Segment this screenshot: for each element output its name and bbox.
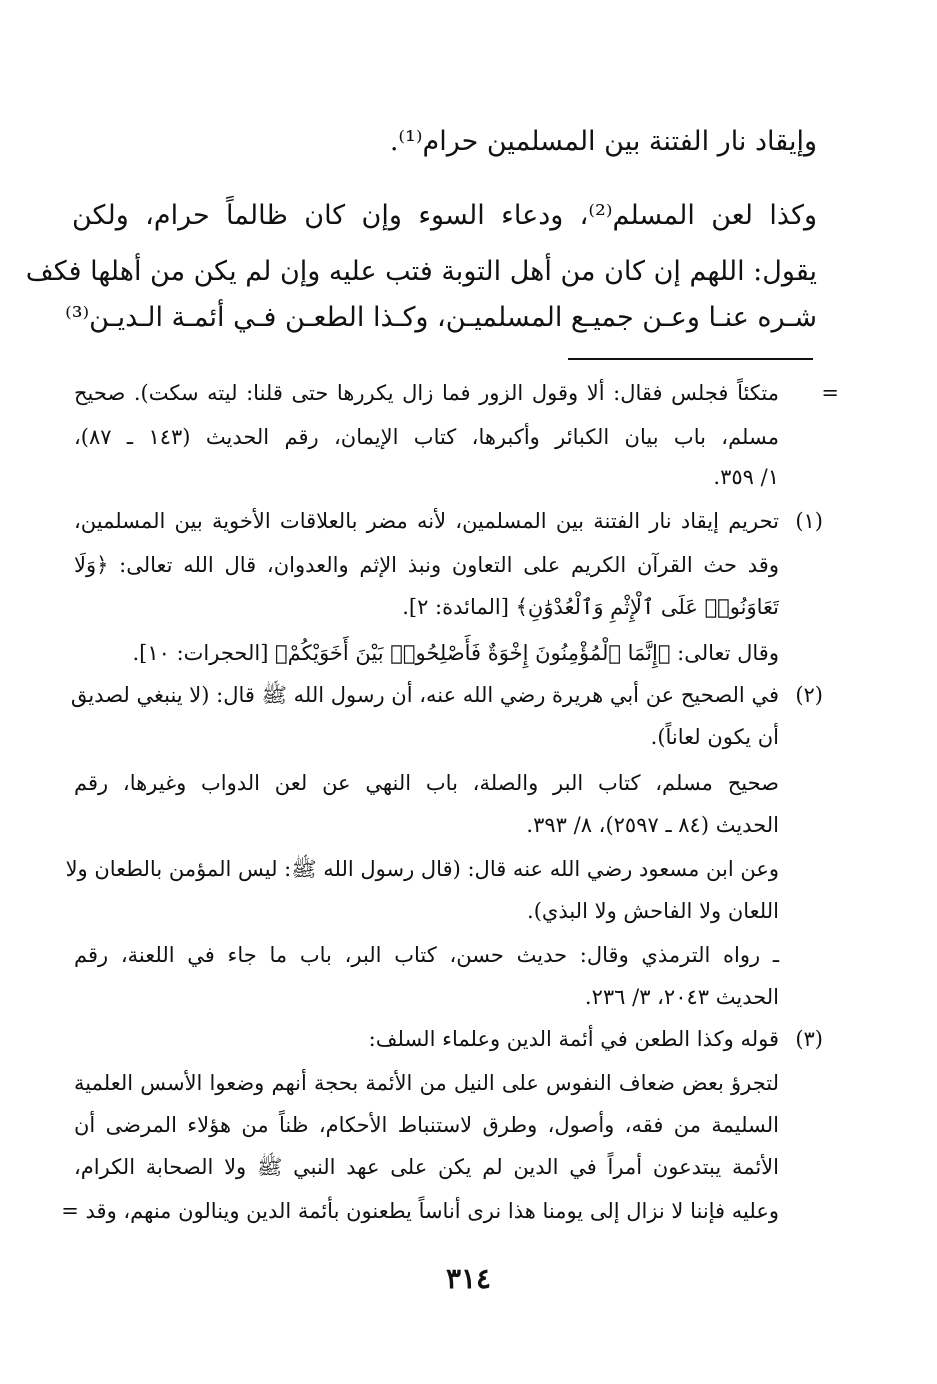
footnote-2-line-4: الحديث (٨٤ ـ ٢٥٩٧)، ٨/ ٣٩٣. <box>526 813 779 837</box>
main-text-line-4: شـره عنـا وعـن جميـع المسلميـن، وكـذا الطعـن فـي أئمـة الـديـن⁽³⁾ <box>65 302 817 333</box>
footnote-1-line-3: تَعَاوَنُوا۟ عَلَى ٱلْإِثْمِ وَٱلْعُدْوَٰنِ﴾ [المائدة: ٢]. <box>402 595 779 619</box>
footnote-3-line-5: وعليه فإننا لا نزال إلى يومنا هذا نرى أناساً يطعنون بأئمة الدين وينالون منهم، وقد = <box>61 1199 779 1223</box>
footnote-2-marker: (٢) <box>795 683 823 707</box>
footnote-3-line-3: السليمة من فقه، وأصول، وطرق لاستنباط الأحكام، ظناً من هؤلاء المرضى أن <box>74 1113 779 1137</box>
continuation-marker: = <box>821 381 839 405</box>
footnote-continuation-line-1: متكئاً فجلس فقال: ألا وقول الزور فما زال يكررها حتى قلنا: ليته سكت). صحيح <box>74 381 779 405</box>
main-text-line-3: يقول: اللهم إن كان من أهل التوبة فتب عليه وإن لم يكن من أهلها فكف <box>25 256 817 287</box>
footnote-1-marker: (١) <box>795 509 823 533</box>
footnote-2-line-7: ـ رواه الترمذي وقال: حديث حسن، كتاب البر، باب ما جاء في اللعنة، رقم <box>74 943 779 967</box>
footnote-continuation-line-2: مسلم، باب بيان الكبائر وأكبرها، كتاب الإيمان، رقم الحديث (١٤٣ ـ ٨٧)، <box>74 425 779 449</box>
footnote-1-line-4: وقال تعالى: ﴿إِنَّمَا ٱلْمُؤْمِنُونَ إِخْوَةٌ فَأَصْلِحُوا۟ بَيْنَ أَخَوَيْكُمْ﴾ [الحجرات: ١٠]. <box>132 641 779 665</box>
footnote-2-line-8: الحديث ٢٠٤٣، ٣/ ٢٣٦. <box>584 985 779 1009</box>
footnote-2-line-2: أن يكون لعاناً). <box>650 725 779 749</box>
footnote-separator <box>568 358 813 360</box>
footnote-2-line-5: وعن ابن مسعود رضي الله عنه قال: (قال رسول الله ﷺ: ليس المؤمن بالطعان ولا <box>65 857 779 881</box>
main-text-line-2: وكذا لعن المسلم⁽²⁾، ودعاء السوء وإن كان ظالماً حرام، ولكن <box>72 200 818 231</box>
footnote-3-line-1: قوله وكذا الطعن في أئمة الدين وعلماء السلف: <box>368 1027 779 1051</box>
main-text-line-1: وإيقاد نار الفتنة بين المسلمين حرام⁽¹⁾. <box>389 126 817 157</box>
footnote-1-line-2: وقد حث القرآن الكريم على التعاون ونبذ الإثم والعدوان، قال الله تعالى: ﴿وَلَا <box>74 553 779 577</box>
footnote-1-line-1: تحريم إيقاد نار الفتنة بين المسلمين، لأنه مضر بالعلاقات الأخوية بين المسلمين، <box>74 509 779 533</box>
footnote-3-marker: (٣) <box>795 1027 823 1051</box>
footnote-2-line-6: اللعان ولا الفاحش ولا البذي). <box>527 899 779 923</box>
footnote-2-line-3: صحيح مسلم، كتاب البر والصلة، باب النهي عن لعن الدواب وغيرها، رقم <box>74 771 779 795</box>
footnote-3-line-4: الأئمة يبتدعون أمراً في الدين لم يكن على عهد النبي ﷺ ولا الصحابة الكرام، <box>74 1155 779 1179</box>
footnote-3-line-2: لتجرؤ بعض ضعاف النفوس على النيل من الأئمة بحجة أنهم وضعوا الأسس العلمية <box>74 1071 779 1095</box>
footnote-2-line-1: في الصحيح عن أبي هريرة رضي الله عنه، أن رسول الله ﷺ قال: (لا ينبغي لصديق <box>70 683 779 707</box>
footnote-continuation-line-3: ١/ ٣٥٩. <box>713 465 779 489</box>
page-number: ٣١٤ <box>445 1262 492 1295</box>
